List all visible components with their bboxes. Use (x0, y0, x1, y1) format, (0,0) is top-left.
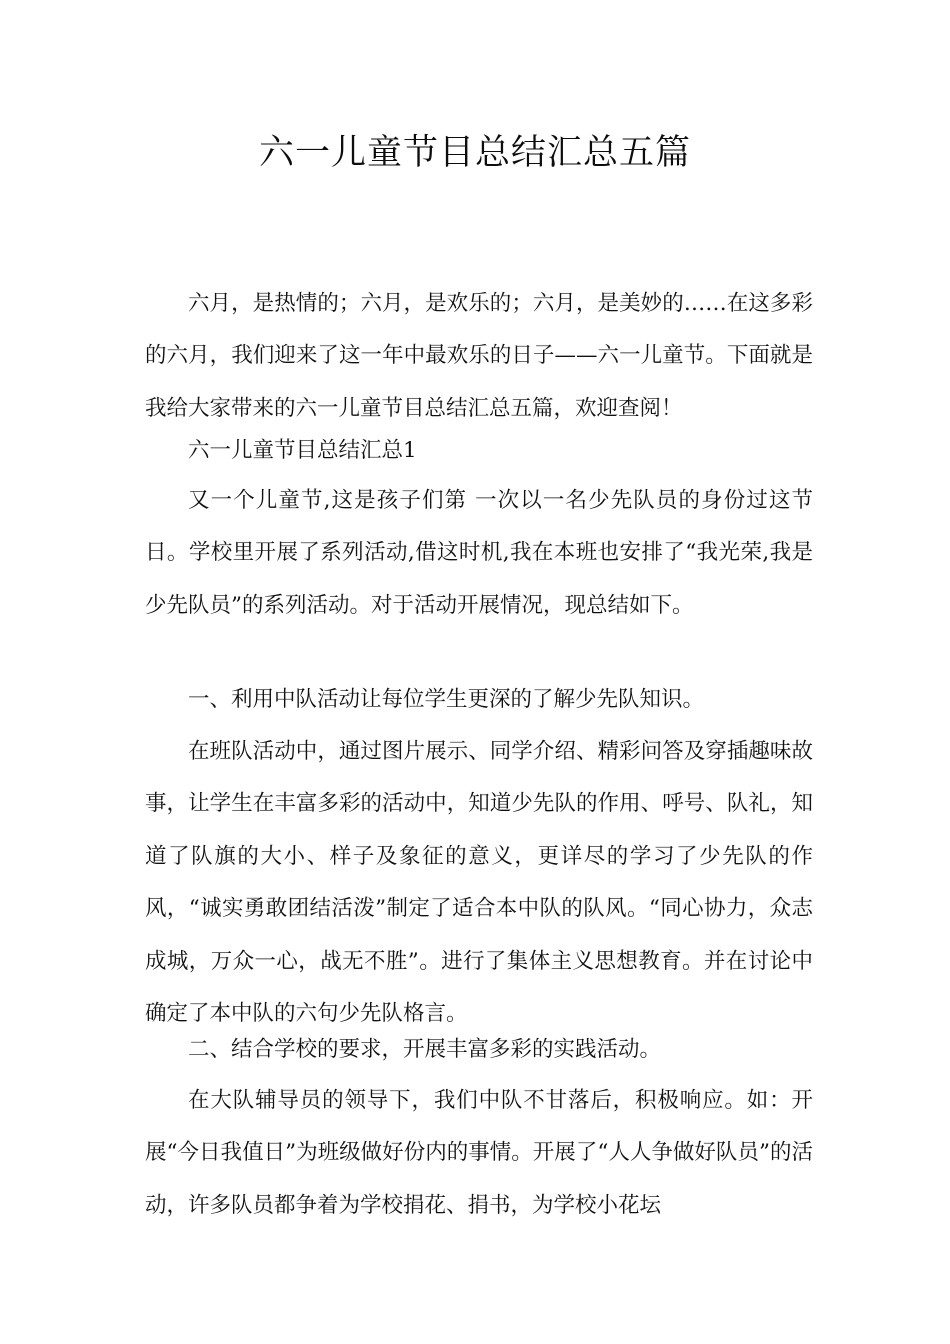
section-subtitle-1: 六一儿童节目总结汇总1 (188, 438, 417, 463)
body-paragraph-2: 在班队活动中，通过图片展示、同学介绍、精彩问答及穿插趣味故事，让学生在丰富多彩的活动中，知道少先队的作用、呼号、队礼，知道了队旗的大小、样子及象征的意义，更详尽的学习了少先队的作风，“诚实勇敢团结活泼”制定了适合本中队的队风。“同心协力，众志成城，万众一心，战无不胜”。进行了集体主义思想教育。并在讨论中确定了本中队的六句少先队格言。 (145, 739, 813, 1027)
body-paragraph-1: 又一个儿童节,这是孩子们第 一次以一名少先队员的身份过这节日。学校里开展了系列活动,借这时机,我在本班也安排了“我光荣,我是少先队员”的系列活动。对于活动开展情况，现总结如下。 (145, 488, 813, 618)
intro-paragraph: 六月，是热情的；六月，是欢乐的；六月，是美妙的……在这多彩的六月，我们迎来了这一年中最欢乐的日子——六一儿童节。下面就是我给大家带来的六一儿童节目总结汇总五篇，欢迎查阅！ (145, 291, 813, 421)
body-paragraph-3: 在大队辅导员的领导下，我们中队不甘落后，积极响应。如：开展“今日我值日”为班级做好份内的事情。开展了“人人争做好队员”的活动，许多队员都争着为学校捐花、捐书，为学校小花坛 (145, 1088, 813, 1218)
section-heading-1: 一、利用中队活动让每位学生更深的了解少先队知识。 (188, 687, 705, 712)
document-title: 六一儿童节目总结汇总五篇 (258, 133, 691, 173)
section-heading-2: 二、结合学校的要求，开展丰富多彩的实践活动。 (188, 1037, 662, 1062)
